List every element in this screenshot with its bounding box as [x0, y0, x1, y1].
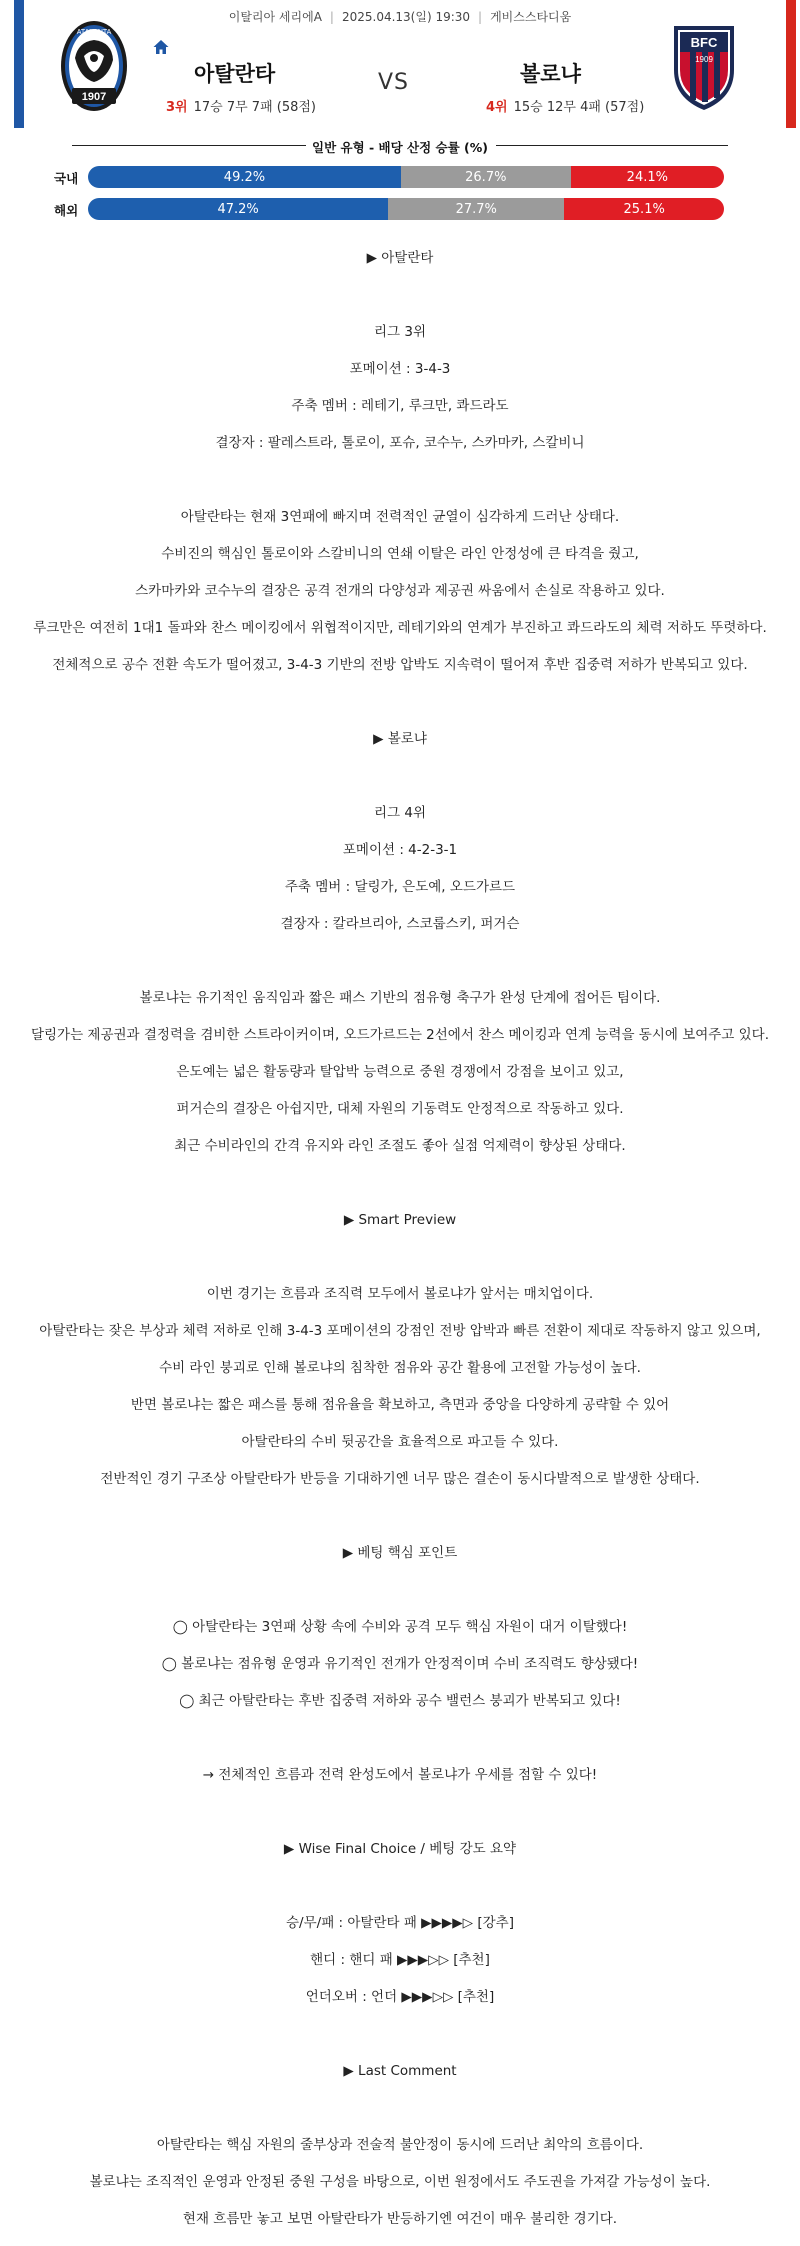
body-text-line: 볼로냐는 유기적인 움직임과 짧은 패스 기반의 점유형 축구가 완성 단계에 접어든 팀이다. [139, 990, 661, 1006]
home-logo-year: 1907 [81, 91, 107, 103]
win-segment: 47.2% [88, 198, 388, 220]
spacer [0, 1794, 800, 1831]
match-datetime: 2025.04.13(일) 19:30 [341, 10, 471, 24]
spacer [0, 1572, 800, 1609]
row-label: 해외 [54, 203, 79, 218]
away-logo-text: BFC [690, 35, 718, 50]
body-text-line: 아탈란타는 잦은 부상과 체력 저하로 인해 3-4-3 포메이션의 강점인 전방 압박과 빠른 전환이 제대로 작동하지 않고 있으며, [39, 1323, 761, 1339]
distribution-row-domestic [48, 166, 728, 188]
body-text-line: 주축 멤버 : 레테기, 루크만, 콰드라도 [291, 398, 509, 414]
home-team-name: 아탈란타 [194, 62, 276, 86]
body-text-line: 볼로냐는 조직적인 운영과 안정된 중원 구성을 바탕으로, 이번 원정에서도 주도권을 가져갈 가능성이 높다. [89, 2174, 711, 2190]
body-text-line: 리그 3위 [373, 324, 426, 340]
atalanta-logo [58, 18, 130, 114]
section-heading: ▶ 볼로냐 [373, 731, 427, 747]
versus-label: VS [378, 70, 410, 95]
home-rank: 3위 [166, 100, 188, 115]
lose-segment: 24.1% [571, 166, 724, 188]
body-text-line: 언더오버 : 언더 ▶▶▶▷▷ [추천] [305, 1989, 495, 2005]
lose-segment: 25.1% [564, 198, 724, 220]
spacer [0, 684, 800, 721]
body-text-line: ◯ 볼로냐는 점유형 운영과 유기적인 전개가 안정적이며 수비 조직력도 향상됐다! [161, 1656, 639, 1672]
body-text-line: 전체적으로 공수 전환 속도가 떨어졌고, 3-4-3 기반의 전방 압박도 지속력이 떨어져 후반 집중력 저하가 반복되고 있다. [52, 657, 748, 673]
home-record [166, 96, 316, 115]
body-text-line: 승/무/패 : 아탈란타 패 ▶▶▶▶▷ [강추] [286, 1915, 514, 1931]
spacer [0, 943, 800, 980]
away-record [486, 96, 644, 115]
match-header [0, 0, 800, 136]
section-heading: ▶ 아탈란타 [366, 250, 434, 266]
away-rank: 4위 [486, 100, 508, 115]
body-text-line: 주축 멤버 : 달링가, 은도예, 오드가르드 [284, 879, 516, 895]
spacer [0, 1239, 800, 1276]
body-text-line: 스카마카와 코수누의 결장은 공격 전개의 다양성과 제공권 싸움에서 손실로 작용하고 있다. [135, 583, 665, 599]
body-text-line: 리그 4위 [373, 805, 426, 821]
body-text-line: 은도예는 넓은 활동량과 탈압박 능력으로 중원 경쟁에서 강점을 보이고 있고, [176, 1064, 624, 1080]
spacer [0, 462, 800, 499]
body-text-line: 루크만은 여전히 1대1 돌파와 찬스 메이킹에서 위협적이지만, 레테기와의 연계가 부진하고 콰드라도의 체력 저하도 뚜렷하다. [33, 620, 767, 636]
probability-bar [88, 198, 724, 220]
body-text-line: 현재 흐름만 놓고 보면 아탈란타가 반등하기엔 여건이 매우 불리한 경기다. [182, 2211, 618, 2227]
body-text-line: → 전체적인 흐름과 전력 완성도에서 볼로냐가 우세를 점할 수 있다! [202, 1767, 598, 1783]
section-heading: ▶ Last Comment [343, 2063, 457, 2079]
body-text-line: 반면 볼로냐는 짧은 패스를 통해 점유율을 확보하고, 측면과 중앙을 다양하게 공략할 수 있어 [130, 1397, 670, 1413]
home-icon [152, 38, 170, 56]
body-text-line: 전반적인 경기 구조상 아탈란타가 반등을 기대하기엔 너무 많은 결손이 동시다발적으로 발생한 상태다. [100, 1471, 700, 1487]
league-name: 이탈리아 세리에A [228, 10, 322, 24]
body-text-line: 아탈란타는 현재 3연패에 빠지며 전력적인 균열이 심각하게 드러난 상태다. [180, 509, 620, 525]
away-logo-year: 1909 [695, 55, 713, 64]
body-text-line: 아탈란타의 수비 뒷공간을 효율적으로 파고들 수 있다. [241, 1434, 559, 1450]
spacer [0, 2016, 800, 2053]
body-text-line: 포메이션 : 4-2-3-1 [342, 842, 458, 858]
body-text-line: 최근 수비라인의 간격 유지와 라인 조절도 좋아 실점 억제력이 향상된 상태다. [174, 1138, 626, 1154]
match-meta: 이탈리아 세리에A | 2025.04.13(일) 19:30 | 게비스스타디움 [228, 10, 572, 24]
section-heading: ▶ Smart Preview [343, 1212, 457, 1228]
spacer [0, 1498, 800, 1535]
body-text-line: ◯ 최근 아탈란타는 후반 집중력 저하와 공수 밸런스 붕괴가 반복되고 있다! [179, 1693, 621, 1709]
home-logo-text: ATALANTA [76, 29, 112, 36]
article-body [0, 240, 800, 2238]
stadium-name: 게비스스타디움 [490, 10, 572, 24]
body-text-line: 수비 라인 붕괴로 인해 볼로냐의 침착한 점유와 공간 활용에 고전할 가능성이 높다. [159, 1360, 641, 1376]
spacer [0, 277, 800, 314]
spacer [0, 758, 800, 795]
draw-segment: 26.7% [401, 166, 571, 188]
section-heading: ▶ 베팅 핵심 포인트 [342, 1545, 458, 1561]
body-text-line: 결장자 : 팔레스트라, 톨로이, 포슈, 코수누, 스카마카, 스칼비니 [215, 435, 585, 451]
body-text-line: 달링가는 제공권과 결정력을 겸비한 스트라이커이며, 오드가르드는 2선에서 찬스 메이킹과 연계 능력을 동시에 보여주고 있다. [30, 1027, 770, 1043]
body-text-line: ◯ 아탈란타는 3연패 상황 속에 수비와 공격 모두 핵심 자원이 대거 이탈했다! [172, 1619, 628, 1635]
distribution-title: 일반 유형 - 배당 산정 승률 (%) [312, 140, 488, 155]
probability-bar [88, 166, 724, 188]
row-label: 국내 [54, 171, 79, 186]
distribution-row-overseas [48, 198, 728, 220]
divider-right [496, 145, 728, 146]
body-text-line: 퍼거슨의 결장은 아쉽지만, 대체 자원의 기동력도 안정적으로 작동하고 있다. [176, 1101, 624, 1117]
body-text-line: 수비진의 핵심인 톨로이와 스칼비니의 연쇄 이탈은 라인 안정성에 큰 타격을 줬고, [161, 546, 639, 562]
home-record-text: 17승 7무 7패 (58점) [193, 100, 317, 115]
spacer [0, 1720, 800, 1757]
body-text-line: 핸디 : 핸디 패 ▶▶▶▷▷ [추천] [310, 1952, 490, 1968]
away-team-name: 볼로냐 [520, 62, 581, 86]
body-text-line: 포메이션 : 3-4-3 [349, 361, 451, 377]
spacer [0, 1868, 800, 1905]
body-text-line: 아탈란타는 핵심 자원의 줄부상과 전술적 불안정이 동시에 드러난 최악의 흐름이다. [156, 2137, 644, 2153]
bologna-logo [668, 18, 740, 114]
win-segment: 49.2% [88, 166, 401, 188]
away-record-text: 15승 12무 4패 (57점) [513, 100, 645, 115]
body-text-line: 결장자 : 칼라브리아, 스코룹스키, 퍼거슨 [280, 916, 520, 932]
draw-segment: 27.7% [388, 198, 564, 220]
section-heading: ▶ Wise Final Choice / 베팅 강도 요약 [283, 1841, 517, 1857]
spacer [0, 2090, 800, 2127]
spacer [0, 1165, 800, 1202]
body-text-line: 이번 경기는 흐름과 조직력 모두에서 볼로냐가 앞서는 매치업이다. [206, 1286, 594, 1302]
